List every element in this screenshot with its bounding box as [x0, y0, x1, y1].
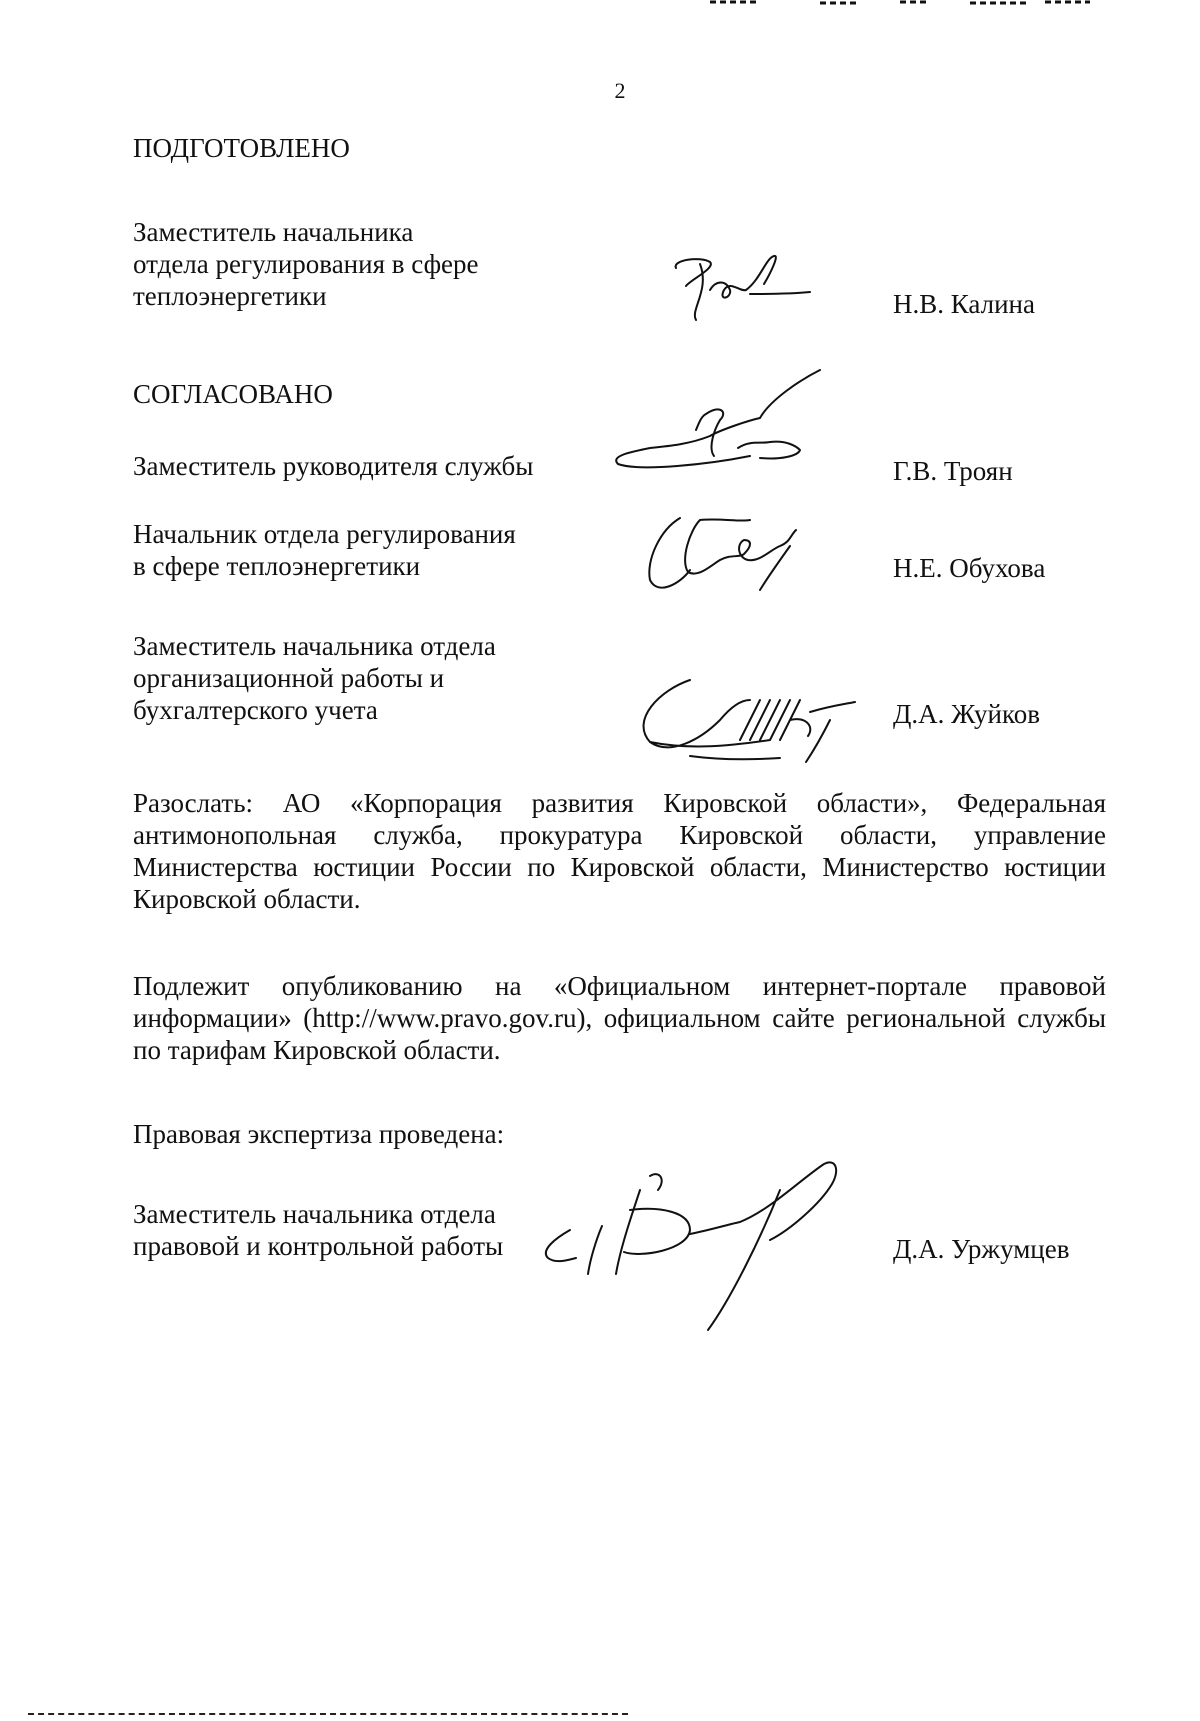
agreed-name-2: Н.Е. Обухова	[893, 553, 1046, 583]
prepared-name: Н.В. Калина	[893, 289, 1035, 319]
signature-troyan	[610, 360, 870, 510]
signature-urzhumtsev	[540, 1150, 880, 1340]
bottom-edge-dashes	[28, 1713, 628, 1715]
signature-zhuykov	[630, 660, 890, 770]
publication-note: Подлежит опубликованию на «Официальном интернет-портале правовой информации» (http://www.pravo.gov.ru), официальном сайте региональной службы по тарифам Кировской области.	[133, 971, 1106, 1065]
agreed-heading: СОГЛАСОВАНО	[133, 379, 333, 409]
agreed-position-2: Начальник отдела регулирования в сфере теплоэнергетики	[133, 519, 516, 581]
agreed-position-1: Заместитель руководителя службы	[133, 451, 534, 481]
agreed-position-3: Заместитель начальника отдела организационной работы и бухгалтерского учета	[133, 631, 496, 725]
legal-review-position: Заместитель начальника отдела правовой и контрольной работы	[133, 1199, 504, 1261]
legal-review-heading: Правовая экспертиза проведена:	[133, 1119, 505, 1149]
agreed-name-3: Д.А. Жуйков	[893, 699, 1040, 729]
page-number: 2	[614, 78, 626, 103]
signature-kalina	[670, 250, 830, 330]
scan-edge-marks	[700, 0, 1100, 8]
prepared-position: Заместитель начальника отдела регулирования в сфере теплоэнергетики	[133, 217, 479, 311]
distribution-list: Разослать: АО «Корпорация развития Кировской области», Федеральная антимонопольная служба, прокуратура Кировской области, управление Министерства юстиции России по Кировской области, Министерство юстиции Кировской области.	[133, 788, 1106, 914]
signature-obukhova	[640, 500, 840, 600]
prepared-heading: ПОДГОТОВЛЕНО	[133, 133, 350, 163]
agreed-name-1: Г.В. Троян	[893, 456, 1013, 486]
legal-review-name: Д.А. Уржумцев	[893, 1234, 1070, 1264]
